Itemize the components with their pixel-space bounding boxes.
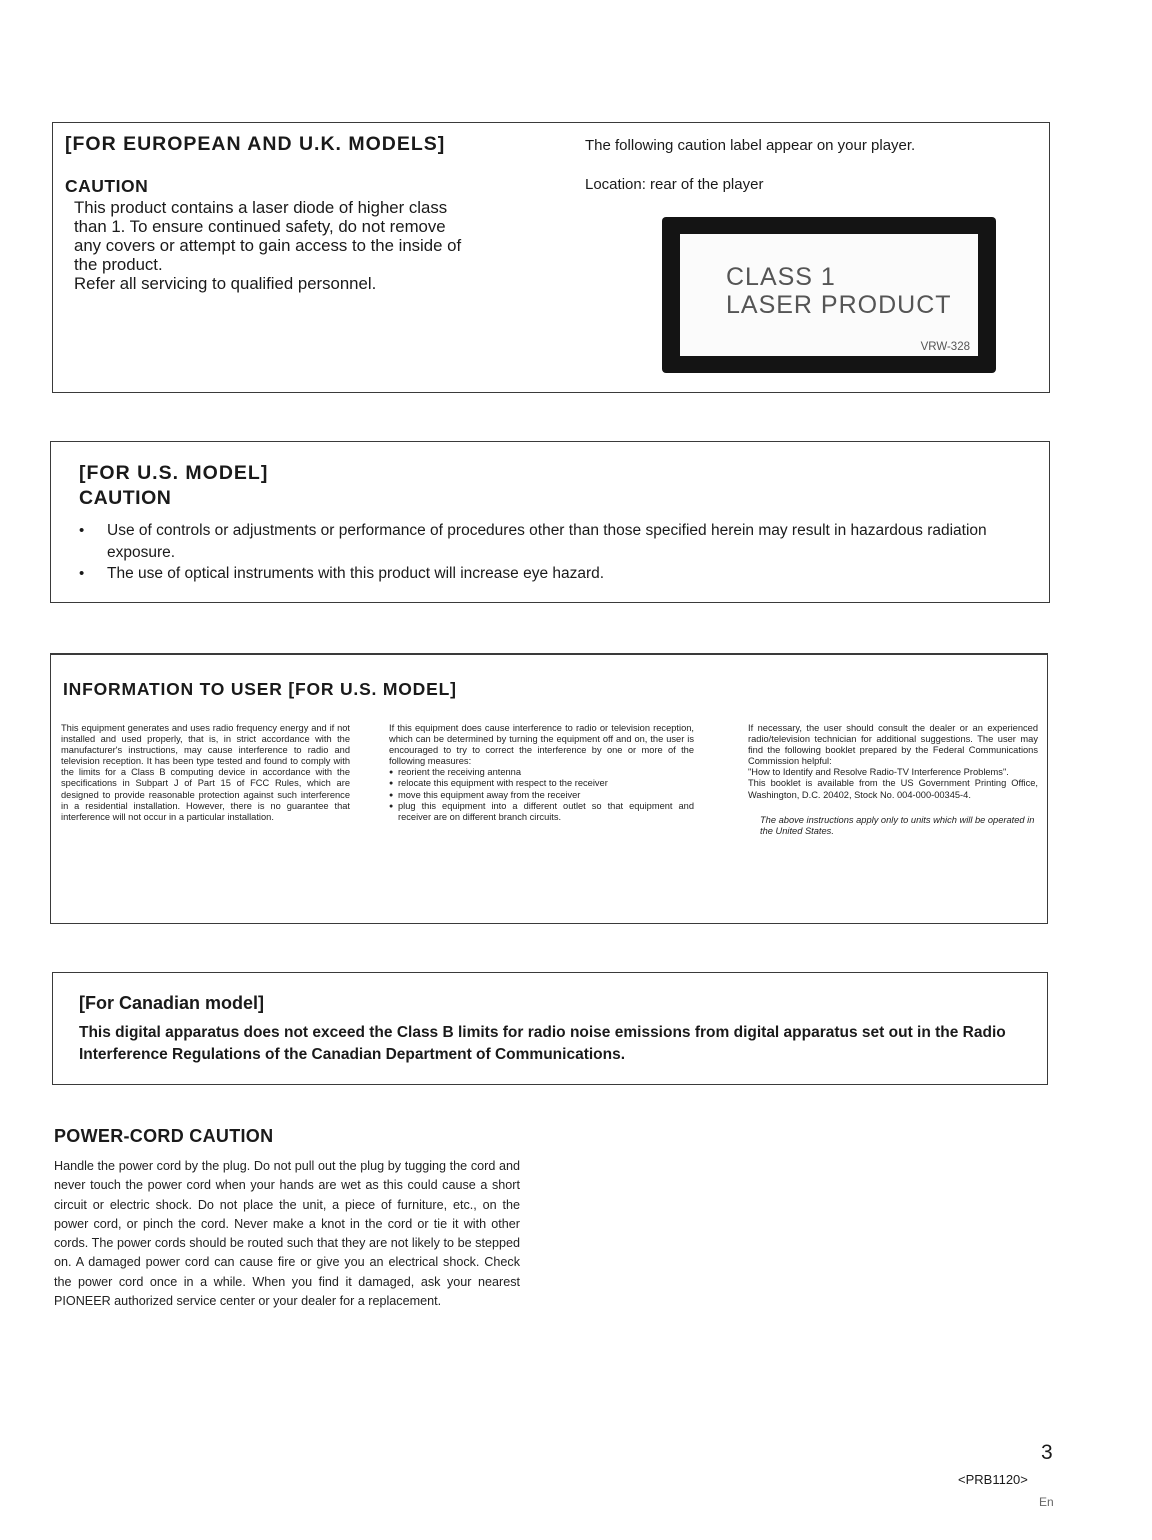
us-caution-list [79, 520, 1039, 585]
info-column-3 [748, 723, 1038, 837]
info-heading: INFORMATION TO USER [FOR U.S. MODEL] [63, 679, 457, 699]
power-cord-heading: POWER-CORD CAUTION [54, 1126, 274, 1146]
eu-caution-section [52, 122, 1050, 393]
laser-label-class: CLASS 1 [726, 263, 836, 291]
info-booklet-source: This booklet is available from the US Government Printing Office, Washington, D.C. 20402, Stock No. 004-000-00345-4. [748, 778, 1038, 800]
laser-label-code: VRW-328 [920, 341, 970, 353]
info-measure-item: ● reorient the receiving antenna [389, 767, 694, 778]
power-cord-text: Handle the power cord by the plug. Do not pull out the plug by tugging the cord and never touch the power cord when your hands are wet as this could cause a short circuit or electric shock. Do not place the unit, a piece of furniture, etc., on the power cord, or pinch the cord. Never make a knot in the cord or tie it with other cords. The power cords should be routed such that they are not likely to be stepped on. A damaged power cord can cause fire or give you an electrical shock. Check the power cord once in a while. When you find it damaged, ask your nearest PIONEER authorized service center or your dealer for a replacement. [54, 1159, 520, 1309]
info-measure-item: ● plug this equipment into a different outlet so that equipment and receiver are on different branch circuits. [389, 801, 694, 823]
canadian-model-section [52, 972, 1048, 1085]
eu-text-line: Refer all servicing to qualified personnel. [74, 274, 377, 293]
info-measures-list [389, 767, 694, 822]
info-column-1: This equipment generates and uses radio frequency energy and if not installed and used properly, that is, in strict accordance with the manufacturer's instructions, may cause interference to radio and television reception. It has been type tested and found to comply with the limits for a Class B computing device in accordance with the specifications in Subpart J of Part 15 of FCC Rules, which are designed to provide reasonable protection against such interference in a residential installation. However, there is no guarantee that interference will not occur in a particular installation. [61, 723, 350, 822]
us-caution-item: • Use of controls or adjustments or performance of procedures other than those specified herein may result in hazardous radiation exposure. [79, 520, 1039, 563]
label-note: The following caution label appear on your player. [585, 137, 916, 154]
document-code: <PRB1120> [958, 1472, 1028, 1487]
info-column-2 [389, 723, 694, 823]
info-consult-text: If necessary, the user should consult the dealer or an experienced radio/television technician for additional suggestions. The user may find the following booklet prepared by the Federal Communications Commission helpful: [748, 723, 1038, 767]
canada-heading: [For Canadian model] [79, 993, 265, 1013]
info-measure-item: ● relocate this equipment with respect to the receiver [389, 778, 694, 789]
info-us-only-note: The above instructions apply only to units which will be operated in the United States. [760, 814, 1035, 836]
fcc-information-section [50, 653, 1048, 924]
eu-caution-text [74, 198, 529, 293]
label-location: Location: rear of the player [585, 176, 764, 193]
language-code: En [1039, 1495, 1054, 1509]
laser-label-panel [680, 234, 978, 356]
page-number: 3 [1041, 1441, 1053, 1464]
us-caution-item: • The use of optical instruments with this product will increase eye hazard. [79, 563, 1039, 585]
eu-text-line: the product. [74, 255, 163, 274]
us-heading: [FOR U.S. MODEL] [79, 462, 269, 484]
us-caution-title: CAUTION [79, 487, 172, 509]
eu-text-line: any covers or attempt to gain access to the inside of [74, 236, 462, 255]
canada-text: This digital apparatus does not exceed the Class B limits for radio noise emissions from digital apparatus set out in the Radio Interference Regulations of the Canadian Department of Communications. [79, 1024, 1006, 1063]
us-caution-section [50, 441, 1050, 603]
info-booklet-title: "How to Identify and Resolve Radio-TV Interference Problems". [748, 767, 1009, 778]
laser-label-product: LASER PRODUCT [726, 291, 952, 319]
info-measure-item: ● move this equipment away from the receiver [389, 790, 694, 801]
eu-text-line: than 1. To ensure continued safety, do not remove [74, 217, 446, 236]
eu-caution-title: CAUTION [65, 176, 149, 196]
laser-product-label [662, 217, 996, 373]
eu-text-line: This product contains a laser diode of higher class [74, 198, 448, 217]
eu-heading: [FOR EUROPEAN AND U.K. MODELS] [65, 133, 446, 155]
info-measures-intro: If this equipment does cause interference to radio or television reception, which can be determined by turning the equipment off and on, the user is encouraged to try to correct the interference by one or more of the following measures: [389, 723, 694, 767]
